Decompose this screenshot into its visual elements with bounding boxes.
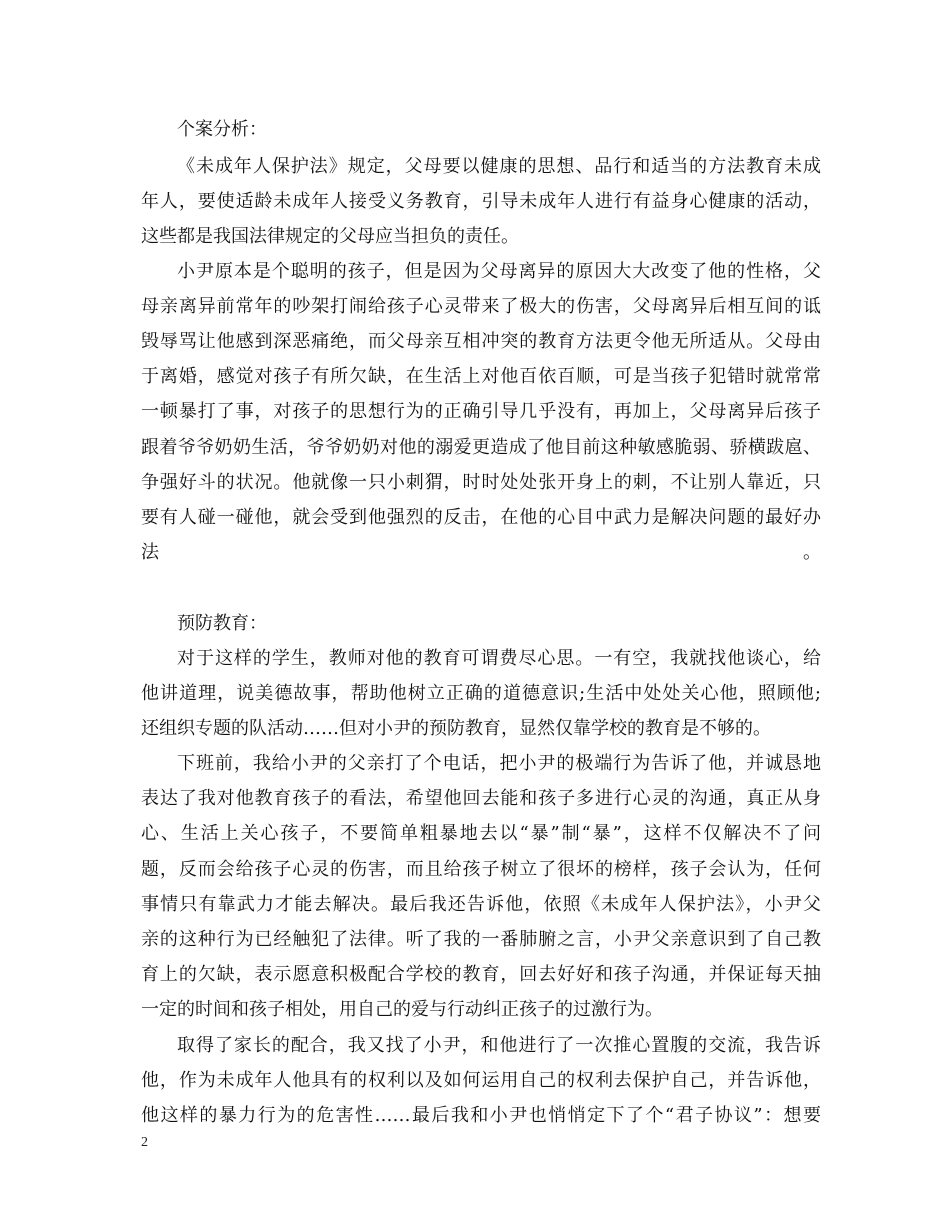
text-line: 取得了家长的配合，我又找了小尹，和他进行了一次推心置腹的交流，我告诉 bbox=[177, 1035, 821, 1056]
text-line: 跟着爷爷奶奶生活，爷爷奶奶对他的溺爱更造成了他目前这种敏感脆弱、骄横跋扈、 bbox=[141, 437, 821, 458]
text-line: 一顿暴打了事，对孩子的思想行为的正确引导几乎没有，再加上，父母离异后孩子 bbox=[141, 401, 821, 422]
heading-prevention-education: 预防教育： bbox=[177, 613, 267, 634]
text-line: 他，作为未成年人他具有的权利以及如何运用自己的权利去保护自己，并告诉他， bbox=[141, 1070, 821, 1091]
text-line: 母亲离异前常年的吵架打闹给孩子心灵带来了极大的伤害，父母离异后相互间的诋 bbox=[141, 296, 821, 317]
text-line: 法。 bbox=[141, 542, 821, 563]
text-line: 还组织专题的队活动……但对小尹的预防教育，显然仅靠学校的教育是不够的。 bbox=[141, 718, 771, 739]
text-line: 一定的时间和孩子相处，用自己的爱与行动纠正孩子的过激行为。 bbox=[141, 999, 663, 1020]
text-line: 表达了我对他教育孩子的看法，希望他回去能和孩子多进行心灵的沟通，真正从身 bbox=[141, 788, 821, 809]
text-line bbox=[141, 576, 821, 600]
text-line: 对于这样的学生，教师对他的教育可谓费尽心思。一有空，我就找他谈心，给 bbox=[177, 648, 821, 669]
text-line: 育上的欠缺，表示愿意积极配合学校的教育，回去好好和孩子沟通，并保证每天抽 bbox=[141, 964, 821, 985]
text-line: 小尹原本是个聪明的孩子，但是因为父母离异的原因大大改变了他的性格，父 bbox=[177, 261, 821, 282]
page-number: 2 bbox=[141, 1135, 148, 1150]
text-line: 他这样的暴力行为的危害性……最后我和小尹也悄悄定下了个“君子协议”：想要 bbox=[141, 1105, 821, 1126]
text-line: 事情只有靠武力才能去解决。最后我还告诉他，依照《未成年人保护法》，小尹父 bbox=[141, 894, 821, 915]
text-line: 亲的这种行为已经触犯了法律。听了我的一番肺腑之言，小尹父亲意识到了自己教 bbox=[141, 929, 821, 950]
text-line: 下班前，我给小尹的父亲打了个电话，把小尹的极端行为告诉了他，并诚恳地 bbox=[177, 753, 821, 774]
text-line: 争强好斗的状况。他就像一只小刺猬，时时处处张开身上的刺，不让别人靠近，只 bbox=[141, 472, 821, 493]
text-line: 于离婚，感觉对孩子有所欠缺，在生活上对他百依百顺，可是当孩子犯错时就常常 bbox=[141, 366, 821, 387]
text-line: 题，反而会给孩子心灵的伤害，而且给孩子树立了很坏的榜样，孩子会认为，任何 bbox=[141, 859, 821, 880]
text-line: 《未成年人保护法》规定，父母要以健康的思想、品行和适当的方法教育未成 bbox=[177, 156, 821, 177]
text-line: 年人，要使适龄未成年人接受义务教育，引导未成年人进行有益身心健康的活动， bbox=[141, 191, 821, 212]
text-line: 心、生活上关心孩子，不要简单粗暴地去以“暴”制“暴”，这样不仅解决不了问 bbox=[141, 823, 821, 844]
heading-case-analysis: 个案分析： bbox=[177, 119, 267, 140]
text-line: 他讲道理，说美德故事，帮助他树立正确的道德意识;生活中处处关心他，照顾他; bbox=[141, 683, 821, 704]
text-line: 毁辱骂让他感到深恶痛绝，而父母亲互相冲突的教育方法更令他无所适从。父母由 bbox=[141, 331, 821, 352]
text-line: 要有人碰一碰他，就会受到他强烈的反击，在他的心目中武力是解决问题的最好办 bbox=[141, 507, 821, 528]
text-line: 这些都是我国法律规定的父母应当担负的责任。 bbox=[141, 226, 519, 247]
